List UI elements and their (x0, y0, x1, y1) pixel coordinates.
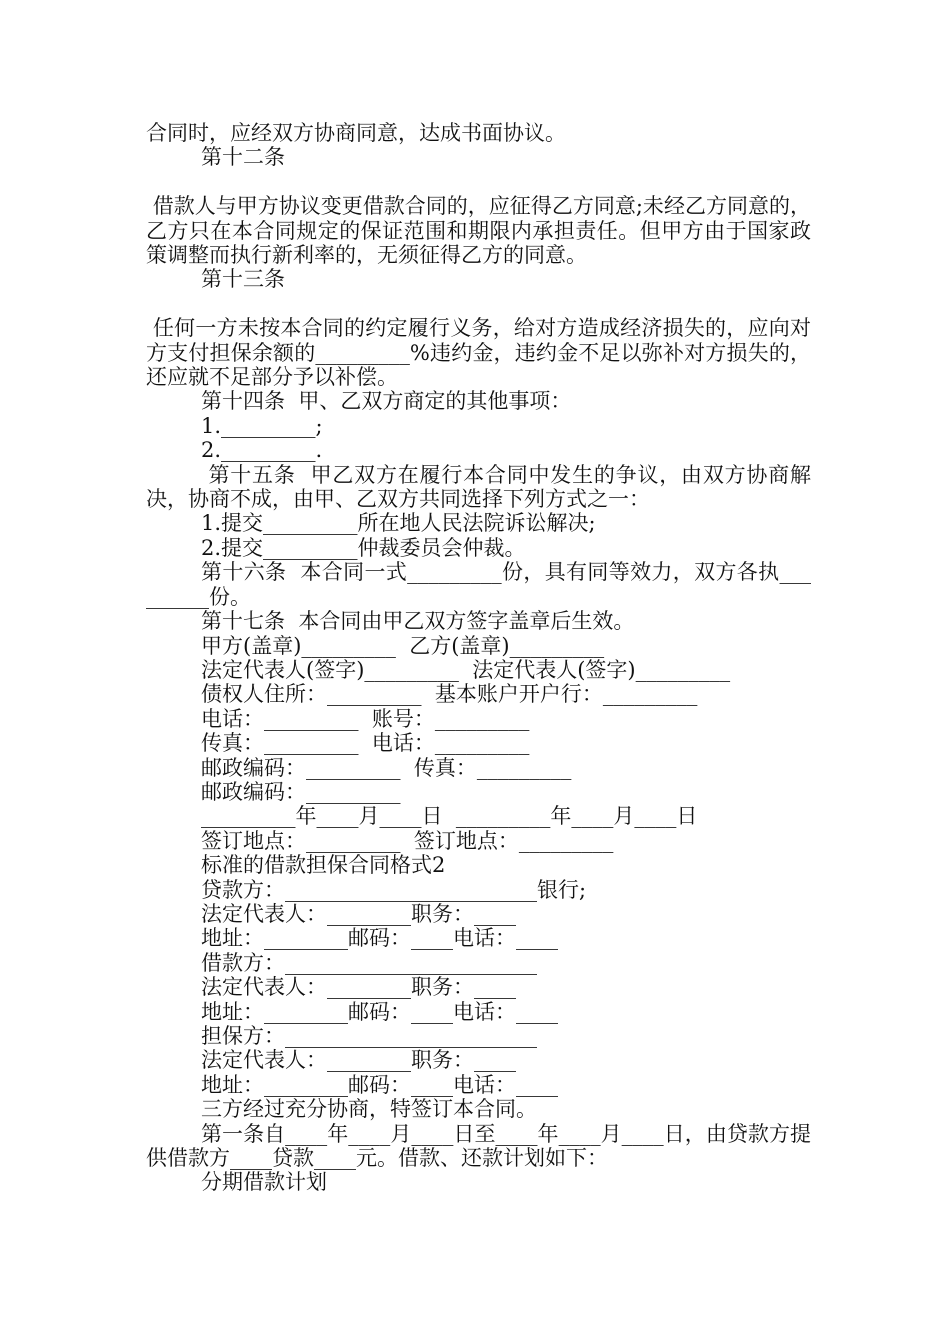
document-line: 借款方：________________________ (201, 950, 537, 975)
document-line: 担保方：________________________ (201, 1024, 537, 1048)
document-line: 任何一方未按本合同的约定履行义务，给对方造成经济损失的，应向对方支付担保余额的_________%违约金，违约金不足以弥补对方损失的，还应就不足部分予以补偿。 (146, 316, 811, 390)
document-line: 邮政编码：_________ 传真：_________ (201, 755, 572, 780)
blank-line (146, 170, 811, 194)
document-line: 标准的借款担保合同格式2 (201, 853, 446, 878)
document-line: 1.提交_________所在地人民法院诉讼解决; (201, 511, 596, 536)
document-body (146, 121, 811, 1195)
document-line: 法定代表人：________职务：____ (201, 901, 516, 926)
document-line: 地址：________邮码：____电话：____ (201, 926, 558, 951)
document-line: 甲方(盖章)_________ 乙方(盖章)_________ (201, 633, 605, 658)
document-line: 第十六条 本合同一式_________份，具有同等效力，双方各执_________份。 (146, 560, 811, 609)
document-line: 法定代表人(签字)_________ 法定代表人(签字)_________ (201, 657, 731, 682)
document-line: 电话：_________ 账号：_________ (201, 706, 530, 731)
document-line: 2._________. (201, 438, 323, 463)
document-line: 第十三条 (201, 267, 285, 292)
document-line: 借款人与甲方协议变更借款合同的，应征得乙方同意;未经乙方同意的，乙方只在本合同规定的保证范围和期限内承担责任。但甲方由于国家政策调整而执行新利率的，无须征得乙方的同意。 (146, 194, 811, 268)
document-line: 第十四条 甲、乙双方商定的其他事项： (201, 389, 572, 414)
document-line: 债权人住所：_________ 基本账户开户行：_________ (201, 682, 698, 707)
document-line: 第十五条 甲乙双方在履行本合同中发生的争议，由双方协商解决，协商不成，由甲、乙双方共同选择下列方式之一： (146, 462, 811, 512)
blank-line (146, 292, 811, 316)
document-line: 第十二条 (201, 145, 285, 170)
document-line: 2.提交_________仲裁委员会仲裁。 (201, 535, 526, 560)
document-line: 合同时，应经双方协商同意，达成书面协议。 (146, 121, 566, 145)
document-line: 法定代表人：________职务：____ (201, 975, 516, 1000)
document-line: 贷款方：________________________银行; (201, 877, 587, 902)
document-line: 分期借款计划 (201, 1170, 327, 1195)
document-line: 1._________; (201, 413, 323, 438)
document-line: 签订地点：_________ 签订地点：_________ (201, 828, 614, 853)
document-line: 三方经过充分协商，特签订本合同。 (201, 1097, 537, 1122)
document-line: 地址：________邮码：____电话：____ (201, 999, 558, 1024)
document-line: 地址：________邮码：____电话：____ (201, 1072, 558, 1097)
document-line: 第十七条 本合同由甲乙双方签字盖章后生效。 (201, 609, 635, 634)
document-line: 法定代表人：________职务：____ (201, 1048, 516, 1073)
document-line: 传真：_________ 电话：_________ (201, 731, 530, 756)
document-line: _________年____月____日 _________年____月____日 (201, 804, 698, 829)
document-line: 邮政编码：_________ (201, 779, 401, 804)
document-line: 第一条自____年____月____日至____年____月____日，由贷款方提供借款方____贷款____元。借款、还款计划如下： (146, 1121, 811, 1171)
